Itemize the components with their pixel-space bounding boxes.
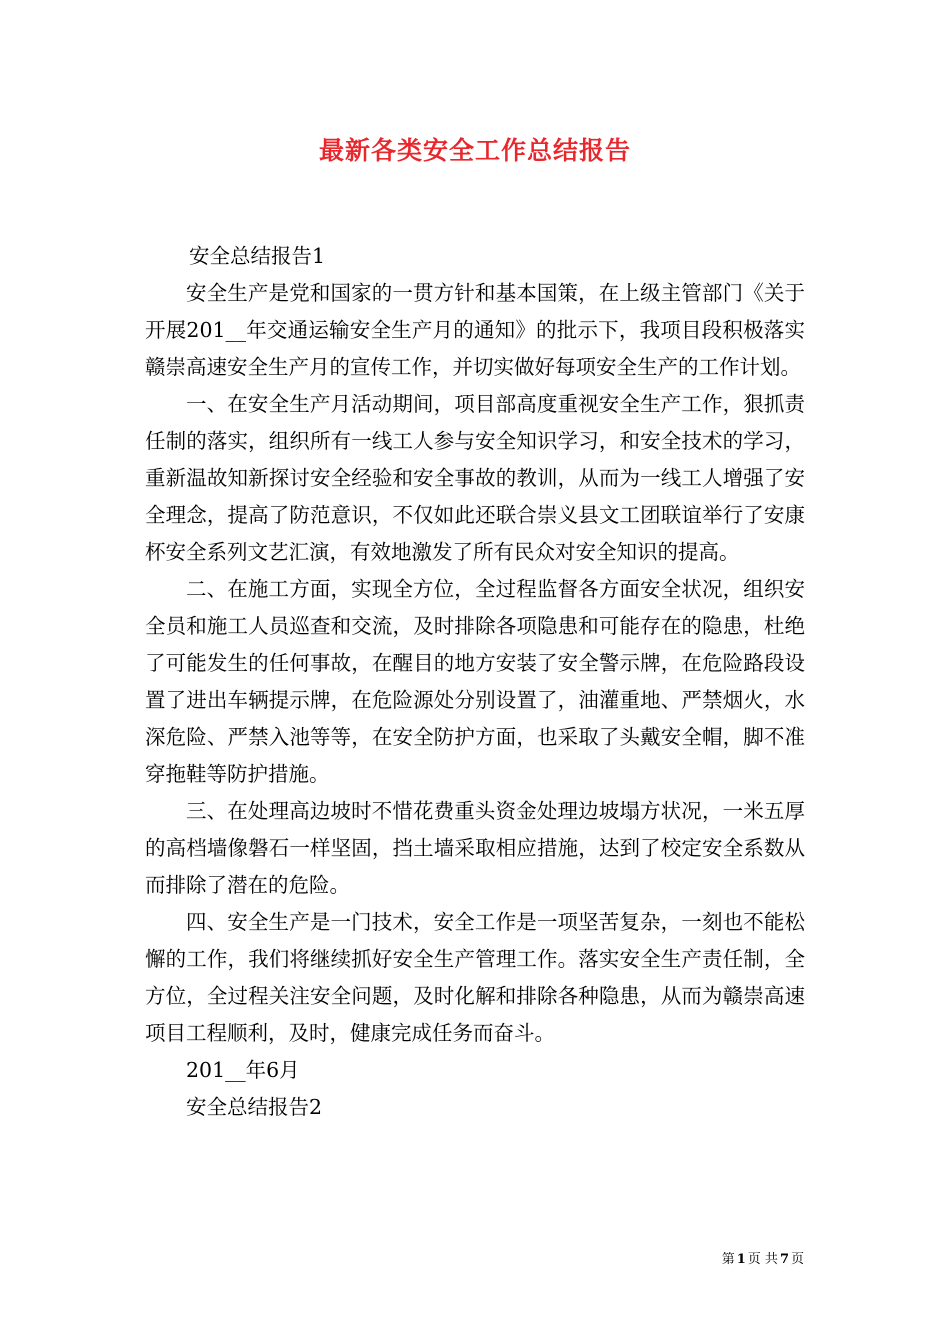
footer-prefix: 第 (721, 1252, 735, 1267)
paragraph: 三、在处理高边坡时不惜花费重头资金处理边坡塌方状况，一米五厚的高档墙像磐石一样坚固，挡土墙采取相应措施，达到了校定安全系数从而排除了潜在的危险。 (145, 799, 805, 897)
footer-suffix: 页 (790, 1252, 804, 1267)
date-line: 201__年6月 (186, 1058, 300, 1082)
total-pages-number: 7 (779, 1252, 789, 1267)
paragraph: 安全生产是党和国家的一贯方针和基本国策，在上级主管部门《关于开展201__年交通运输安全生产月的通知》的批示下，我项目段积极落实赣崇高速安全生产月的宣传工作，并切实做好每项安全生产的工作计划。 (145, 281, 805, 379)
paragraph: 二、在施工方面，实现全方位，全过程监督各方面安全状况，组织安全员和施工人员巡查和交流，及时排除各项隐患和可能存在的隐患，杜绝了可能发生的任何事故，在醒目的地方安装了安全警示牌，在危险路段设置了进出车辆提示牌，在危险源处分别设置了，油灌重地、严禁烟火，水深危险、严禁入池等等，在安全防护方面，也采取了头戴安全帽，脚不准穿拖鞋等防护措施。 (145, 577, 805, 786)
page-title: 最新各类安全工作总结报告 (318, 136, 631, 165)
paragraph: 一、在安全生产月活动期间，项目部高度重视安全生产工作，狠抓责任制的落实，组织所有一线工人参与安全知识学习，和安全技术的学习，重新温故知新探讨安全经验和安全事故的教训，从而为一线工人增强了安全理念，提高了防范意识，不仅如此还联合崇义县文工团联谊举行了安康杯安全系列文艺汇演，有效地激发了所有民众对安全知识的提高。 (145, 392, 805, 564)
document-body (145, 238, 805, 1126)
page-footer (722, 1248, 804, 1267)
section-heading: 安全总结报告2 (186, 1095, 323, 1119)
paragraph: 四、安全生产是一门技术，安全工作是一项坚苦复杂，一刻也不能松懈的工作，我们将继续抓好安全生产管理工作。落实安全生产责任制，全方位，全过程关注安全问题，及时化解和排除各种隐患，从而为赣崇高速项目工程顺利，及时，健康完成任务而奋斗。 (145, 910, 805, 1045)
footer-middle: 页 共 (747, 1252, 778, 1267)
current-page-number: 1 (736, 1252, 746, 1267)
section-heading: 安全总结报告1 (189, 244, 326, 268)
